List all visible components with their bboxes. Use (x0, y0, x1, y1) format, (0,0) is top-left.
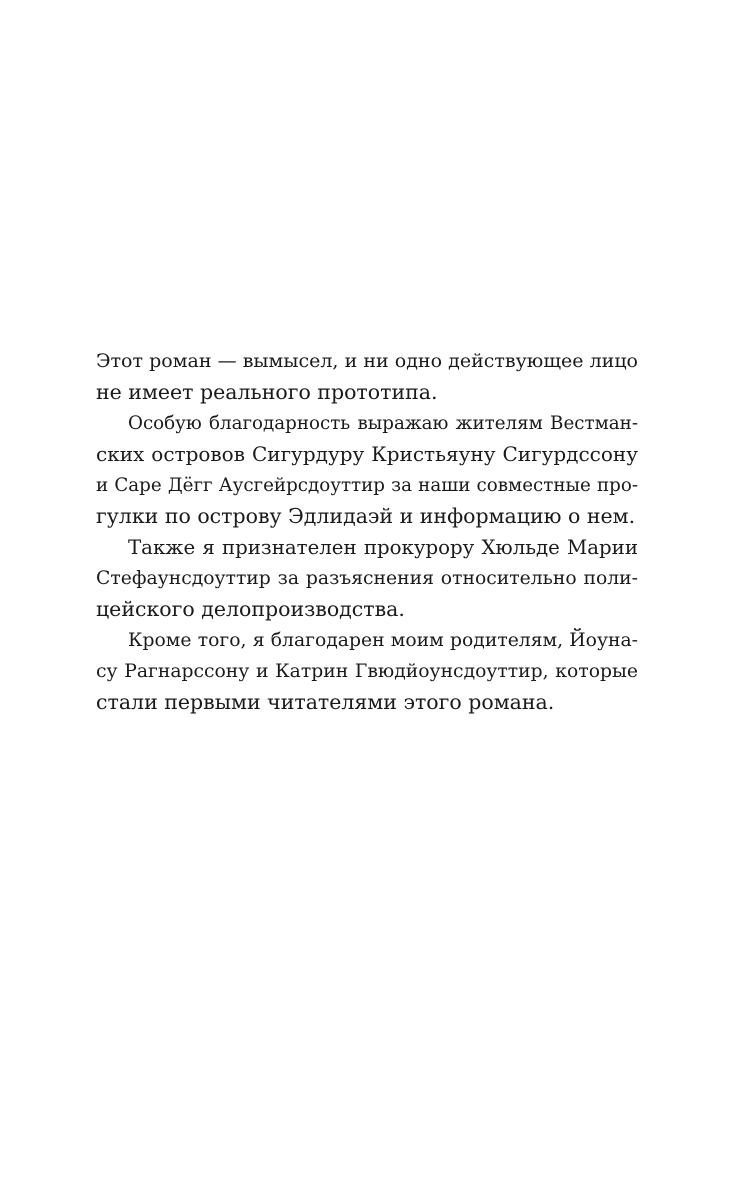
text-line: Стефаунсдоуттир за разъяснения относительно поли- (96, 568, 638, 589)
text-line: Этот роман — вымысел, и ни одно действующее лицо (96, 350, 638, 372)
paragraph-thanks-prosecutor (96, 532, 638, 625)
text-line: и Саре Дёгг Аусгейрсдоуттир за наши совместные про- (96, 475, 638, 496)
text-line: Особую благодарность выражаю жителям Вестман- (128, 413, 638, 434)
paragraph-disclaimer (96, 346, 638, 408)
paragraph-thanks-parents (96, 625, 638, 718)
text-line: не имеет реального прототипа. (96, 380, 438, 404)
paragraph-thanks-islanders (96, 408, 638, 532)
text-line: гулки по острову Эдлидаэй и информацию о нем. (96, 504, 636, 528)
text-line: ских островов Сигурдуру Кристьяуну Сигурдссону (96, 442, 638, 466)
text-line: цейского делопроизводства. (96, 597, 405, 621)
text-line: су Рагнарссону и Катрин Гвюдйоунсдоуттир, которые (96, 661, 638, 682)
text-line: стали первыми читателями этого романа. (96, 690, 555, 714)
acknowledgements-text (96, 346, 638, 718)
text-line: Кроме того, я благодарен моим родителям, Йоуна- (128, 630, 638, 651)
text-line: Также я признателен прокурору Хюльде Марии (128, 536, 638, 559)
